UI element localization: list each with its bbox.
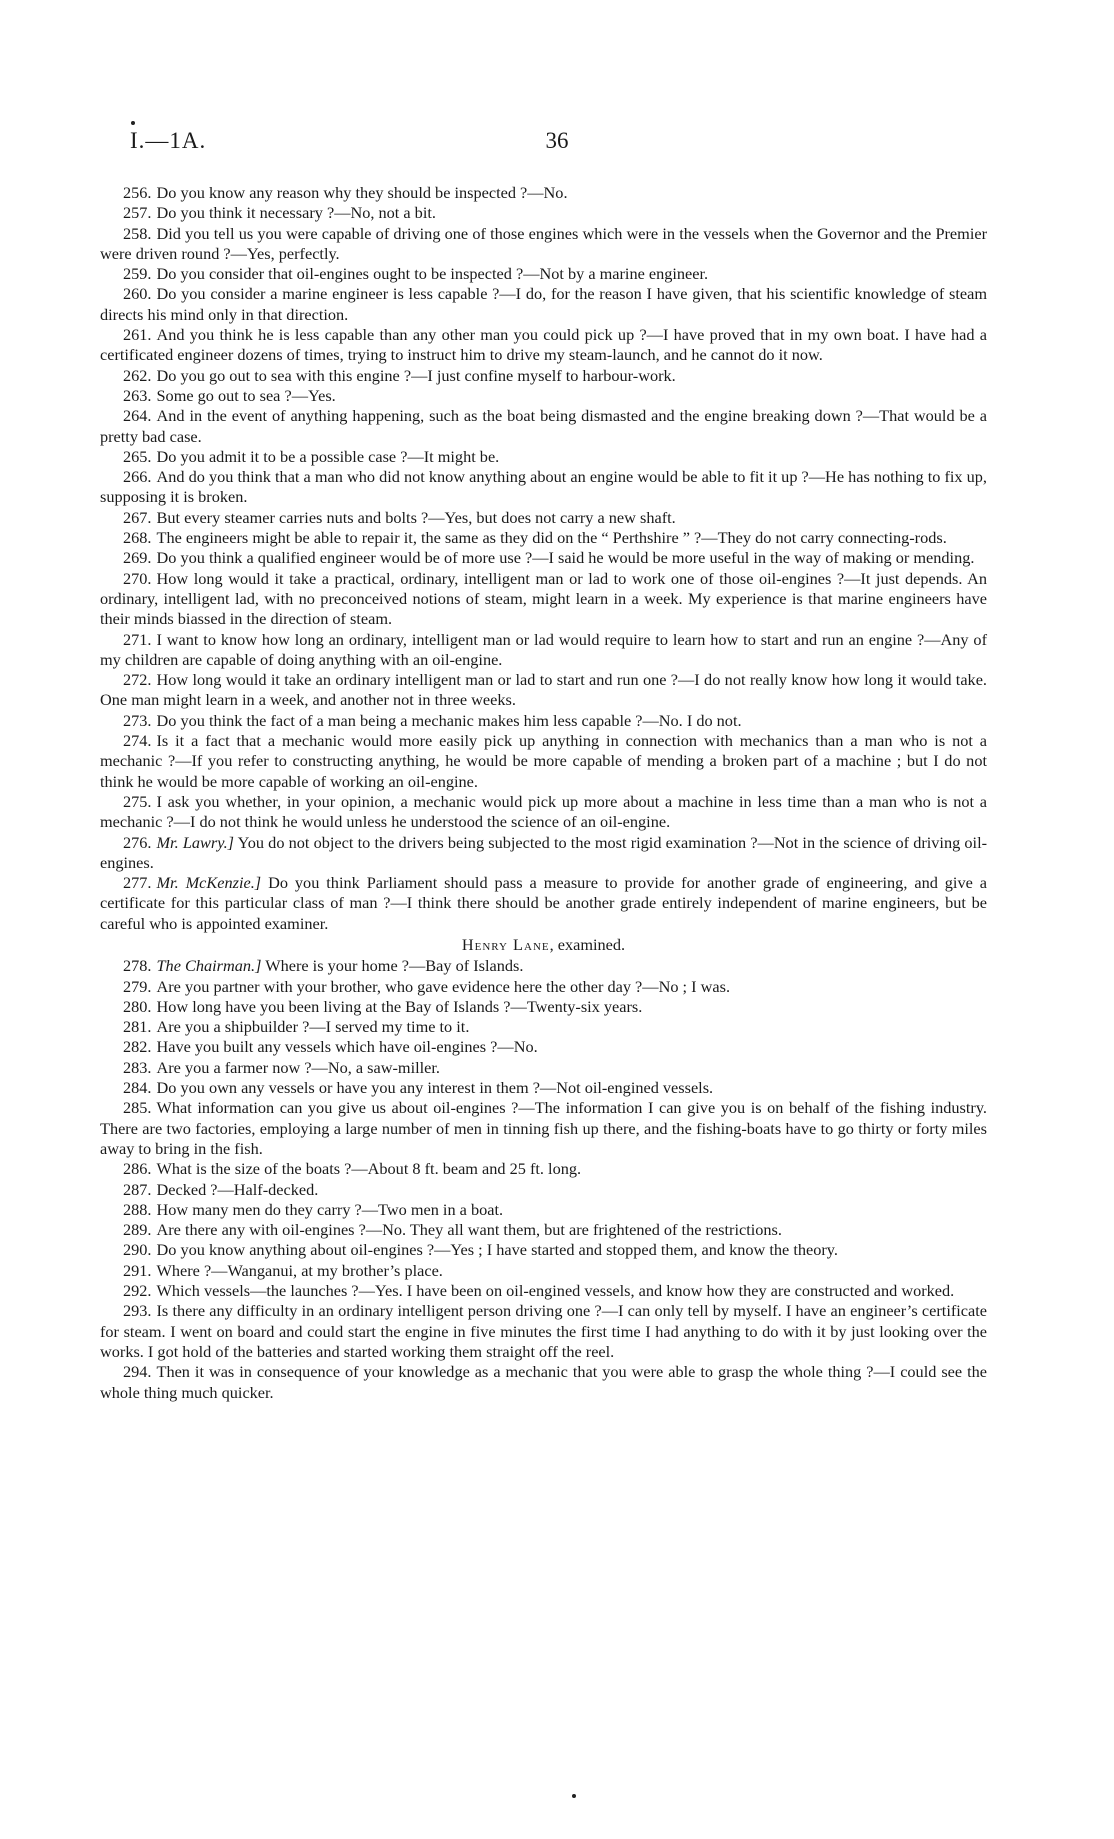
question-text: Have you built any vessels which have oil-engines ?—No. [156,1037,538,1057]
question-paragraph [100,1058,987,1078]
question-text: Is there any difficulty in an ordinary intelligent person driving one ?—I can only tell by myself. I have an engineer’s certificate for steam. I went on board and could start the engine in five minutes the first time I had anything to do with it by just looking over the works. I got hold of the batteries and started working them straight off the reel. [100,1301,987,1361]
witness-heading [100,935,987,955]
question-number: 263. [123,385,152,405]
question-text: Do you admit it to be a possible case ?—It might be. [156,446,500,466]
question-text: Are you partner with your brother, who gave evidence here the other day ?—No ; I was. [156,976,731,996]
question-paragraph [100,711,987,731]
question-number: 262. [123,365,152,385]
question-text: What is the size of the boats ?—About 8 ft. beam and 25 ft. long. [156,1159,582,1179]
question-number: 287. [123,1179,152,1199]
question-number: 293. [123,1301,152,1321]
question-number: 276. [123,832,152,852]
question-text: Do you think the fact of a man being a mechanic makes him less capable ?—No. I do not. [156,710,742,730]
question-number: 291. [123,1260,152,1280]
question-paragraph [100,1078,987,1098]
question-paragraph [100,1098,987,1159]
question-number: 284. [123,1078,152,1098]
question-number: 288. [123,1199,152,1219]
question-paragraph [100,224,987,265]
question-paragraph [100,447,987,467]
question-paragraph [100,183,987,203]
question-text: Do you own any vessels or have you any interest in them ?—Not oil-engined vessels. [156,1078,714,1098]
question-paragraph [100,792,987,833]
question-text: Do you know anything about oil-engines ?—Yes ; I have started and stopped them, and know the theory. [156,1240,838,1260]
question-paragraph [100,1281,987,1301]
evidence-section-a [100,183,987,934]
question-number: 266. [123,467,152,487]
question-text: Do you consider a marine engineer is less capable ?—I do, for the reason I have given, that his scientific knowledge of steam directs his mind only in that direction. [100,284,987,324]
question-number: 268. [123,528,152,548]
question-text: Do you know any reason why they should be inspected ?—No. [156,183,568,202]
question-number: 271. [123,629,152,649]
question-number: 261. [123,325,152,345]
question-text: Where is your home ?—Bay of Islands. [265,956,524,976]
question-number: 256. [123,183,152,202]
question-paragraph [100,873,987,934]
question-text: Are there any with oil-engines ?—No. They all want them, but are frightened of the restrictions. [156,1220,782,1240]
question-text: But every steamer carries nuts and bolts ?—Yes, but does not carry a new shaft. [156,507,676,527]
document-code: I.—1A. [130,128,207,153]
question-number: 274. [123,731,152,751]
question-paragraph [100,1159,987,1179]
speaker-label: Mr. McKenzie.] [156,873,262,893]
question-paragraph [100,386,987,406]
question-text: Which vessels—the launches ?—Yes. I have been on oil-engined vessels, and know how they are constructed and worked. [156,1281,955,1301]
question-paragraph [100,1220,987,1240]
question-number: 267. [123,507,152,527]
question-number: 279. [123,976,152,996]
question-paragraph [100,1037,987,1057]
question-paragraph [100,1261,987,1281]
witness-name: Henry Lane [461,934,550,954]
question-paragraph [100,264,987,284]
question-number: 289. [123,1220,152,1240]
question-paragraph [100,1180,987,1200]
question-text: Do you think Parliament should pass a measure to provide for another grade of engineering, and give a certificate for this particular class of man ?—I think there should be another grade entirely independent of marine engineers, but be careful who is appointed examiner. [100,873,987,933]
question-number: 286. [123,1159,152,1179]
document-body [100,183,987,1403]
question-number: 285. [123,1098,152,1118]
question-text: And do you think that a man who did not know anything about an engine would be able to fit it up ?—He has nothing to fix up, supposing it is broken. [100,467,987,507]
question-paragraph [100,1362,987,1403]
question-paragraph [100,569,987,630]
question-text: Did you tell us you were capable of driving one of those engines which were in the vessels when the Governor and the Premier were driven round ?—Yes, perfectly. [100,223,987,263]
question-number: 292. [123,1281,152,1301]
question-paragraph [100,325,987,366]
question-text: Are you a shipbuilder ?—I served my time to it. [156,1017,470,1037]
question-text: The engineers might be able to repair it, the same as they did on the “ Perthshire ” ?—They do not carry connecting-rods. [156,528,947,548]
question-paragraph [100,731,987,792]
question-text: Decked ?—Half-decked. [156,1179,319,1199]
question-paragraph [100,670,987,711]
question-paragraph [100,997,987,1017]
question-number: 259. [123,264,152,284]
question-text: Do you consider that oil-engines ought to be inspected ?—Not by a marine engineer. [156,264,709,284]
question-number: 264. [123,406,152,426]
speaker-label: The Chairman.] [156,956,262,976]
question-text: I want to know how long an ordinary, intelligent man or lad would require to learn how to start and run an engine ?—Any of my children are capable of doing anything with an oil-engine. [100,629,987,669]
question-text: Do you go out to sea with this engine ?—I just confine myself to harbour-work. [156,365,676,385]
question-paragraph [100,203,987,223]
page-number: 36 [545,128,569,153]
question-paragraph [100,366,987,386]
question-number: 280. [123,996,152,1016]
question-number: 278. [123,956,152,976]
question-text: Some go out to sea ?—Yes. [156,385,336,405]
question-text: How long would it take an ordinary intelligent man or lad to start and run one ?—I do not really know how long it would take. One man might learn in a week, and another not in three weeks. [100,670,987,710]
evidence-section-b [100,956,987,1403]
question-paragraph [100,1301,987,1362]
question-number: 281. [123,1017,152,1037]
question-text: Are you a farmer now ?—No, a saw-miller. [156,1057,440,1077]
ink-dot [572,1794,576,1798]
question-number: 273. [123,710,152,730]
question-number: 290. [123,1240,152,1260]
question-paragraph [100,833,987,874]
ink-dot [131,121,135,125]
question-number: 258. [123,223,152,243]
question-paragraph [100,548,987,568]
question-paragraph [100,406,987,447]
question-number: 260. [123,284,152,304]
question-number: 282. [123,1037,152,1057]
question-paragraph [100,467,987,508]
question-paragraph [100,1200,987,1220]
question-paragraph [100,508,987,528]
question-number: 257. [123,203,152,223]
page-header [130,128,984,160]
question-text: Do you think it necessary ?—No, not a bit. [156,203,436,223]
question-paragraph [100,1017,987,1037]
question-paragraph [100,977,987,997]
question-text: How long have you been living at the Bay of Islands ?—Twenty-six years. [156,996,643,1016]
question-number: 275. [123,791,152,811]
question-text: How many men do they carry ?—Two men in a boat. [156,1199,504,1219]
question-number: 269. [123,548,152,568]
question-paragraph [100,630,987,671]
question-paragraph [100,284,987,325]
question-text: I ask you whether, in your opinion, a mechanic would pick up more about a machine in less time than a man who is not a mechanic ?—I do not think he would unless he understood the science of an oil-engine. [100,791,987,832]
question-text: Where ?—Wanganui, at my brother’s place. [156,1260,443,1280]
witness-heading-suffix: , examined. [549,934,626,954]
question-text: How long would it take a practical, ordinary, intelligent man or lad to work one of those oil-engines ?—It just depends. An ordinary, intelligent lad, with no preconceived notions of steam, might learn in a week. My experience is that marine engineers have their minds biassed in the direction of steam. [100,568,987,629]
question-text: What information can you give us about oil-engines ?—The information I can give you is on behalf of the fishing industry. There are two factories, employing a large number of men in tinning fish up there, and the fishing-boats have to go thirty or forty miles away to bring in the fish. [100,1098,987,1158]
question-number: 277. [123,873,152,893]
question-number: 294. [123,1362,152,1382]
question-number: 272. [123,670,152,690]
question-text: You do not object to the drivers being subjected to the most rigid examination ?—Not in the science of driving oil-engines. [100,832,988,872]
question-number: 265. [123,446,152,466]
question-paragraph [100,528,987,548]
question-text: And in the event of anything happening, such as the boat being dismasted and the engine breaking down ?—That would be a pretty bad case. [100,406,987,446]
question-text: Then it was in consequence of your knowledge as a mechanic that you were able to grasp the whole thing ?—I could see the whole thing much quicker. [100,1362,987,1402]
question-paragraph [100,956,987,976]
question-number: 283. [123,1057,152,1077]
question-text: And you think he is less capable than any other man you could pick up ?—I have proved that in my own boat. I have had a certificated engineer dozens of times, trying to instruct him to drive my steam-launch, and he cannot do it now. [100,325,987,365]
question-text: Is it a fact that a mechanic would more easily pick up anything in connection with mechanics than a man who is not a mechanic ?—If you refer to constructing anything, he would be more capable of mending a broken part of a machine ; but I do not think he would be more capable of working an oil-engine. [100,731,987,791]
speaker-label: Mr. Lawry.] [156,832,234,852]
question-paragraph [100,1240,987,1260]
question-text: Do you think a qualified engineer would be of more use ?—I said he would be more useful in the way of making or mending. [156,548,975,568]
question-number: 270. [123,568,152,588]
